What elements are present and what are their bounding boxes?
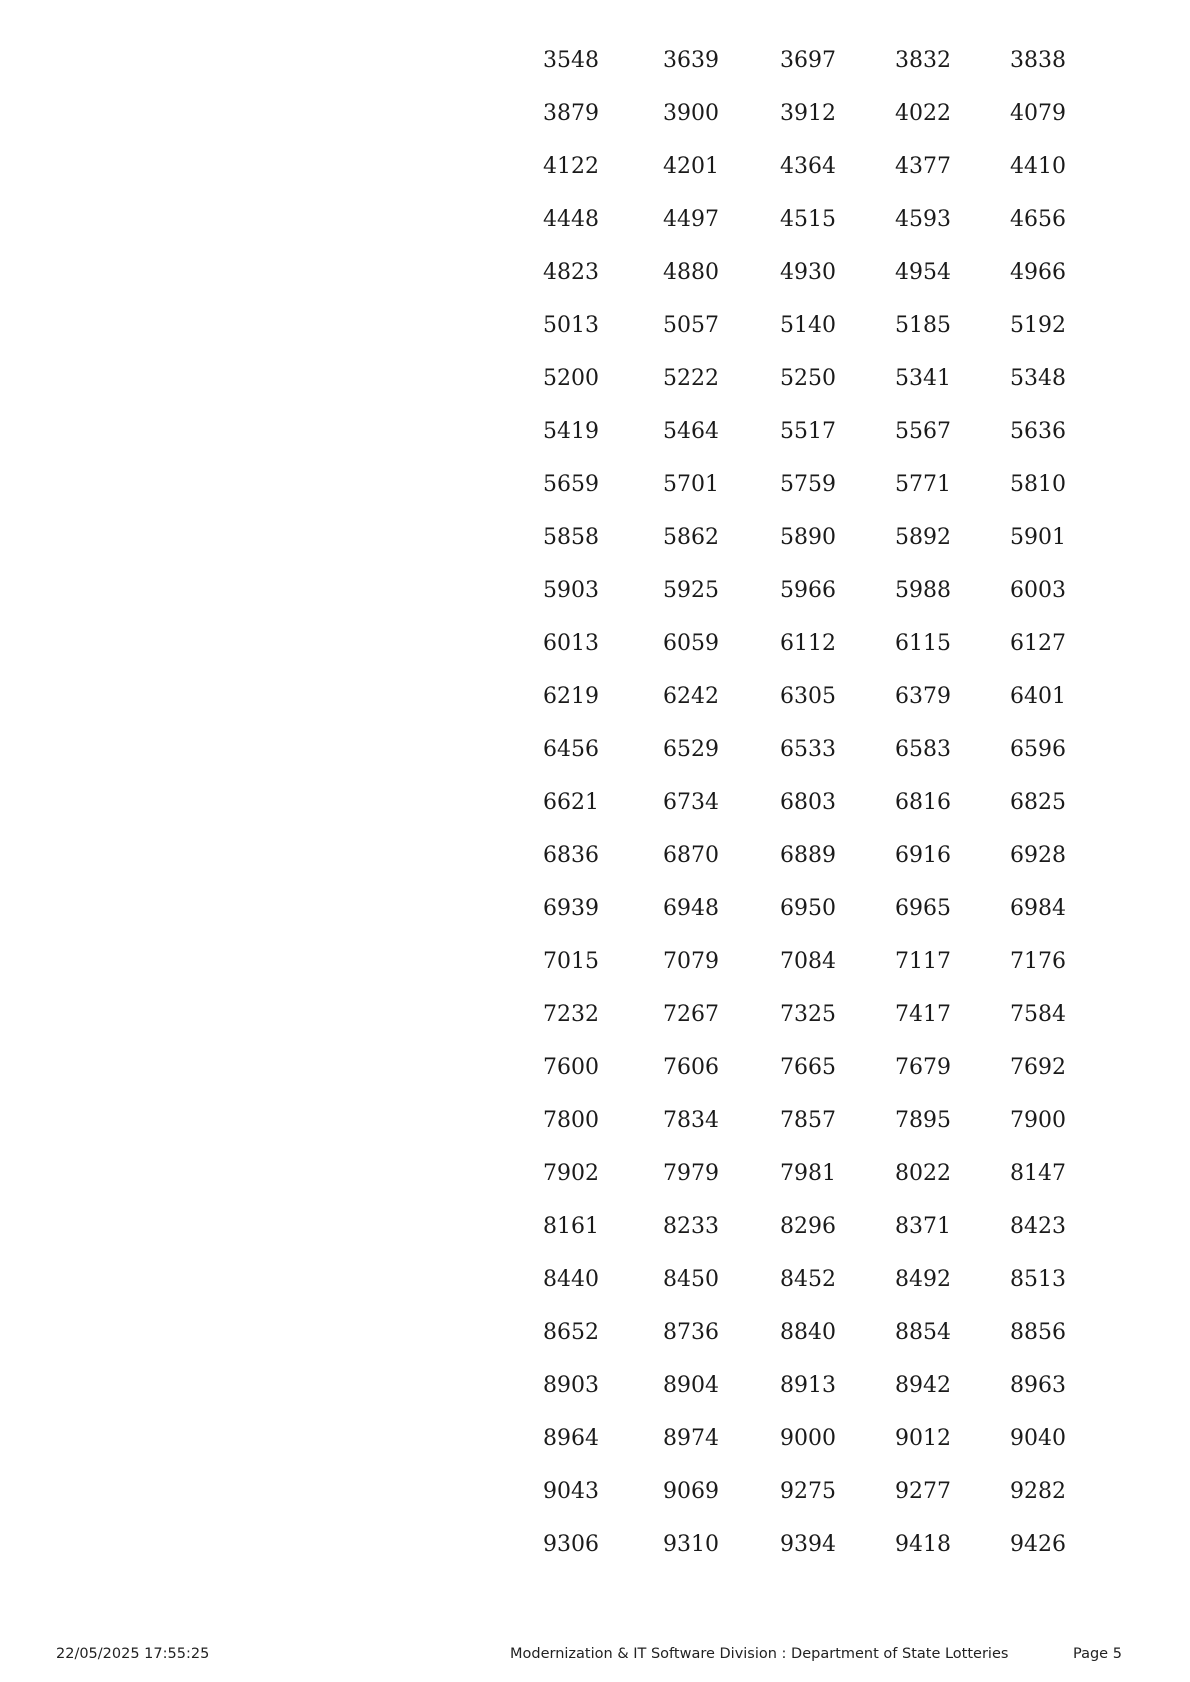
number-row: [543, 246, 1083, 299]
ticket-number: 8492: [895, 1267, 951, 1292]
ticket-number: 6836: [543, 843, 599, 868]
ticket-number: 8450: [663, 1267, 719, 1292]
ticket-number: 8147: [1010, 1161, 1066, 1186]
ticket-number: 4364: [780, 154, 836, 179]
ticket-number: 6003: [1010, 578, 1066, 603]
ticket-number: 5759: [780, 472, 836, 497]
ticket-number: 7117: [895, 949, 951, 974]
number-row: [543, 988, 1083, 1041]
ticket-number: 5862: [663, 525, 719, 550]
ticket-number: 4515: [780, 207, 836, 232]
ticket-number: 8913: [780, 1373, 836, 1398]
ticket-number: 4022: [895, 101, 951, 126]
number-row: [543, 882, 1083, 935]
ticket-number: 6456: [543, 737, 599, 762]
ticket-number: 5701: [663, 472, 719, 497]
ticket-number: 8903: [543, 1373, 599, 1398]
ticket-number: 6242: [663, 684, 719, 709]
number-row: [543, 34, 1083, 87]
ticket-number: 3639: [663, 48, 719, 73]
ticket-number: 5341: [895, 366, 951, 391]
ticket-number: 5140: [780, 313, 836, 338]
ticket-number: 5903: [543, 578, 599, 603]
ticket-number: 5636: [1010, 419, 1066, 444]
ticket-number: 6533: [780, 737, 836, 762]
number-row: [543, 564, 1083, 617]
ticket-number: 5810: [1010, 472, 1066, 497]
number-row: [543, 405, 1083, 458]
ticket-number: 9000: [780, 1426, 836, 1451]
number-row: [543, 935, 1083, 988]
ticket-number: 5057: [663, 313, 719, 338]
ticket-number: 6127: [1010, 631, 1066, 656]
number-row: [543, 140, 1083, 193]
number-row: [543, 511, 1083, 564]
ticket-number: 5771: [895, 472, 951, 497]
ticket-number: 8452: [780, 1267, 836, 1292]
ticket-number: 4497: [663, 207, 719, 232]
ticket-number: 8736: [663, 1320, 719, 1345]
ticket-number: 6939: [543, 896, 599, 921]
ticket-number: 7015: [543, 949, 599, 974]
number-row: [543, 458, 1083, 511]
ticket-number: 4079: [1010, 101, 1066, 126]
ticket-number: 7692: [1010, 1055, 1066, 1080]
ticket-number: 6583: [895, 737, 951, 762]
ticket-number: 5925: [663, 578, 719, 603]
number-row: [543, 87, 1083, 140]
ticket-number: 5419: [543, 419, 599, 444]
ticket-number: 7800: [543, 1108, 599, 1133]
ticket-number: 6305: [780, 684, 836, 709]
ticket-number: 7665: [780, 1055, 836, 1080]
ticket-number: 5517: [780, 419, 836, 444]
number-row: [543, 352, 1083, 405]
ticket-number: 4593: [895, 207, 951, 232]
ticket-number: 4410: [1010, 154, 1066, 179]
ticket-number: 4966: [1010, 260, 1066, 285]
ticket-number: 8371: [895, 1214, 951, 1239]
ticket-number: 4930: [780, 260, 836, 285]
ticket-number: 5250: [780, 366, 836, 391]
ticket-number: 5200: [543, 366, 599, 391]
ticket-number: 9310: [663, 1532, 719, 1557]
ticket-number: 5222: [663, 366, 719, 391]
ticket-number: 6803: [780, 790, 836, 815]
ticket-number: 7084: [780, 949, 836, 974]
ticket-number: 6965: [895, 896, 951, 921]
ticket-number: 9277: [895, 1479, 951, 1504]
ticket-number: 9426: [1010, 1532, 1066, 1557]
ticket-number: 8423: [1010, 1214, 1066, 1239]
ticket-number: 8840: [780, 1320, 836, 1345]
footer-page-number: Page 5: [1073, 1646, 1122, 1662]
ticket-number: 8856: [1010, 1320, 1066, 1345]
ticket-number: 7900: [1010, 1108, 1066, 1133]
ticket-number: 3548: [543, 48, 599, 73]
ticket-number: 6112: [780, 631, 836, 656]
ticket-number: 7232: [543, 1002, 599, 1027]
ticket-number: 6115: [895, 631, 951, 656]
ticket-number: 7979: [663, 1161, 719, 1186]
ticket-number: 6529: [663, 737, 719, 762]
ticket-number: 6870: [663, 843, 719, 868]
ticket-number: 5185: [895, 313, 951, 338]
number-row: [543, 1306, 1083, 1359]
ticket-number: 6825: [1010, 790, 1066, 815]
ticket-number: 7325: [780, 1002, 836, 1027]
ticket-number: 4377: [895, 154, 951, 179]
number-row: [543, 299, 1083, 352]
number-row: [543, 1412, 1083, 1465]
ticket-number: 4122: [543, 154, 599, 179]
number-row: [543, 1253, 1083, 1306]
number-row: [543, 1147, 1083, 1200]
ticket-number: 3697: [780, 48, 836, 73]
ticket-number: 5013: [543, 313, 599, 338]
ticket-number: 7584: [1010, 1002, 1066, 1027]
number-row: [543, 193, 1083, 246]
number-row: [543, 723, 1083, 776]
ticket-number: 8964: [543, 1426, 599, 1451]
number-row: [543, 1200, 1083, 1253]
ticket-number: 5659: [543, 472, 599, 497]
ticket-number: 3912: [780, 101, 836, 126]
ticket-number: 4954: [895, 260, 951, 285]
ticket-number: 6734: [663, 790, 719, 815]
ticket-number: 7981: [780, 1161, 836, 1186]
ticket-number: 9012: [895, 1426, 951, 1451]
ticket-number: 7417: [895, 1002, 951, 1027]
number-row: [543, 829, 1083, 882]
ticket-number: 7679: [895, 1055, 951, 1080]
ticket-number: 5988: [895, 578, 951, 603]
ticket-number: 5890: [780, 525, 836, 550]
ticket-number: 9043: [543, 1479, 599, 1504]
ticket-number: 9040: [1010, 1426, 1066, 1451]
number-row: [543, 776, 1083, 829]
ticket-number: 3900: [663, 101, 719, 126]
ticket-number: 9306: [543, 1532, 599, 1557]
ticket-number: 6219: [543, 684, 599, 709]
ticket-number: 6621: [543, 790, 599, 815]
ticket-number: 3832: [895, 48, 951, 73]
ticket-number: 7606: [663, 1055, 719, 1080]
ticket-number: 5892: [895, 525, 951, 550]
ticket-number: 4656: [1010, 207, 1066, 232]
ticket-number: 7079: [663, 949, 719, 974]
ticket-number: 6916: [895, 843, 951, 868]
ticket-number: 8233: [663, 1214, 719, 1239]
ticket-number: 5858: [543, 525, 599, 550]
ticket-number: 8161: [543, 1214, 599, 1239]
ticket-number: 4448: [543, 207, 599, 232]
ticket-number: 8904: [663, 1373, 719, 1398]
ticket-number: 7176: [1010, 949, 1066, 974]
ticket-number: 8963: [1010, 1373, 1066, 1398]
ticket-number: 8974: [663, 1426, 719, 1451]
ticket-number: 6596: [1010, 737, 1066, 762]
ticket-number: 7895: [895, 1108, 951, 1133]
ticket-number: 4880: [663, 260, 719, 285]
ticket-number: 7267: [663, 1002, 719, 1027]
footer-division: Modernization & IT Software Division : Department of State Lotteries: [510, 1646, 1009, 1662]
ticket-number: 4201: [663, 154, 719, 179]
ticket-number: 3838: [1010, 48, 1066, 73]
ticket-number: 8440: [543, 1267, 599, 1292]
ticket-number: 6379: [895, 684, 951, 709]
ticket-number: 5192: [1010, 313, 1066, 338]
ticket-number: 9282: [1010, 1479, 1066, 1504]
ticket-number: 4823: [543, 260, 599, 285]
number-row: [543, 1518, 1083, 1571]
ticket-number: 6948: [663, 896, 719, 921]
ticket-number: 7857: [780, 1108, 836, 1133]
ticket-number: 6889: [780, 843, 836, 868]
ticket-number: 8652: [543, 1320, 599, 1345]
ticket-number: 3879: [543, 101, 599, 126]
ticket-number: 6950: [780, 896, 836, 921]
ticket-number: 6928: [1010, 843, 1066, 868]
ticket-number: 8296: [780, 1214, 836, 1239]
ticket-number: 8513: [1010, 1267, 1066, 1292]
ticket-number: 5464: [663, 419, 719, 444]
footer-datetime: 22/05/2025 17:55:25: [56, 1646, 210, 1662]
ticket-number: 9069: [663, 1479, 719, 1504]
ticket-number: 8942: [895, 1373, 951, 1398]
ticket-number: 6816: [895, 790, 951, 815]
ticket-number: 7600: [543, 1055, 599, 1080]
ticket-number: 5901: [1010, 525, 1066, 550]
ticket-number: 6059: [663, 631, 719, 656]
number-row: [543, 1041, 1083, 1094]
ticket-number: 8022: [895, 1161, 951, 1186]
number-row: [543, 1465, 1083, 1518]
ticket-number: 5966: [780, 578, 836, 603]
ticket-number: 5567: [895, 419, 951, 444]
number-row: [543, 670, 1083, 723]
number-row: [543, 1359, 1083, 1412]
ticket-number: 9418: [895, 1532, 951, 1557]
ticket-number: 6984: [1010, 896, 1066, 921]
ticket-number: 6401: [1010, 684, 1066, 709]
ticket-number: 9275: [780, 1479, 836, 1504]
ticket-number: 9394: [780, 1532, 836, 1557]
number-row: [543, 1094, 1083, 1147]
ticket-number: 5348: [1010, 366, 1066, 391]
number-row: [543, 617, 1083, 670]
ticket-number: 8854: [895, 1320, 951, 1345]
winning-numbers-grid: [543, 34, 1083, 1571]
ticket-number: 7834: [663, 1108, 719, 1133]
ticket-number: 6013: [543, 631, 599, 656]
ticket-number: 7902: [543, 1161, 599, 1186]
